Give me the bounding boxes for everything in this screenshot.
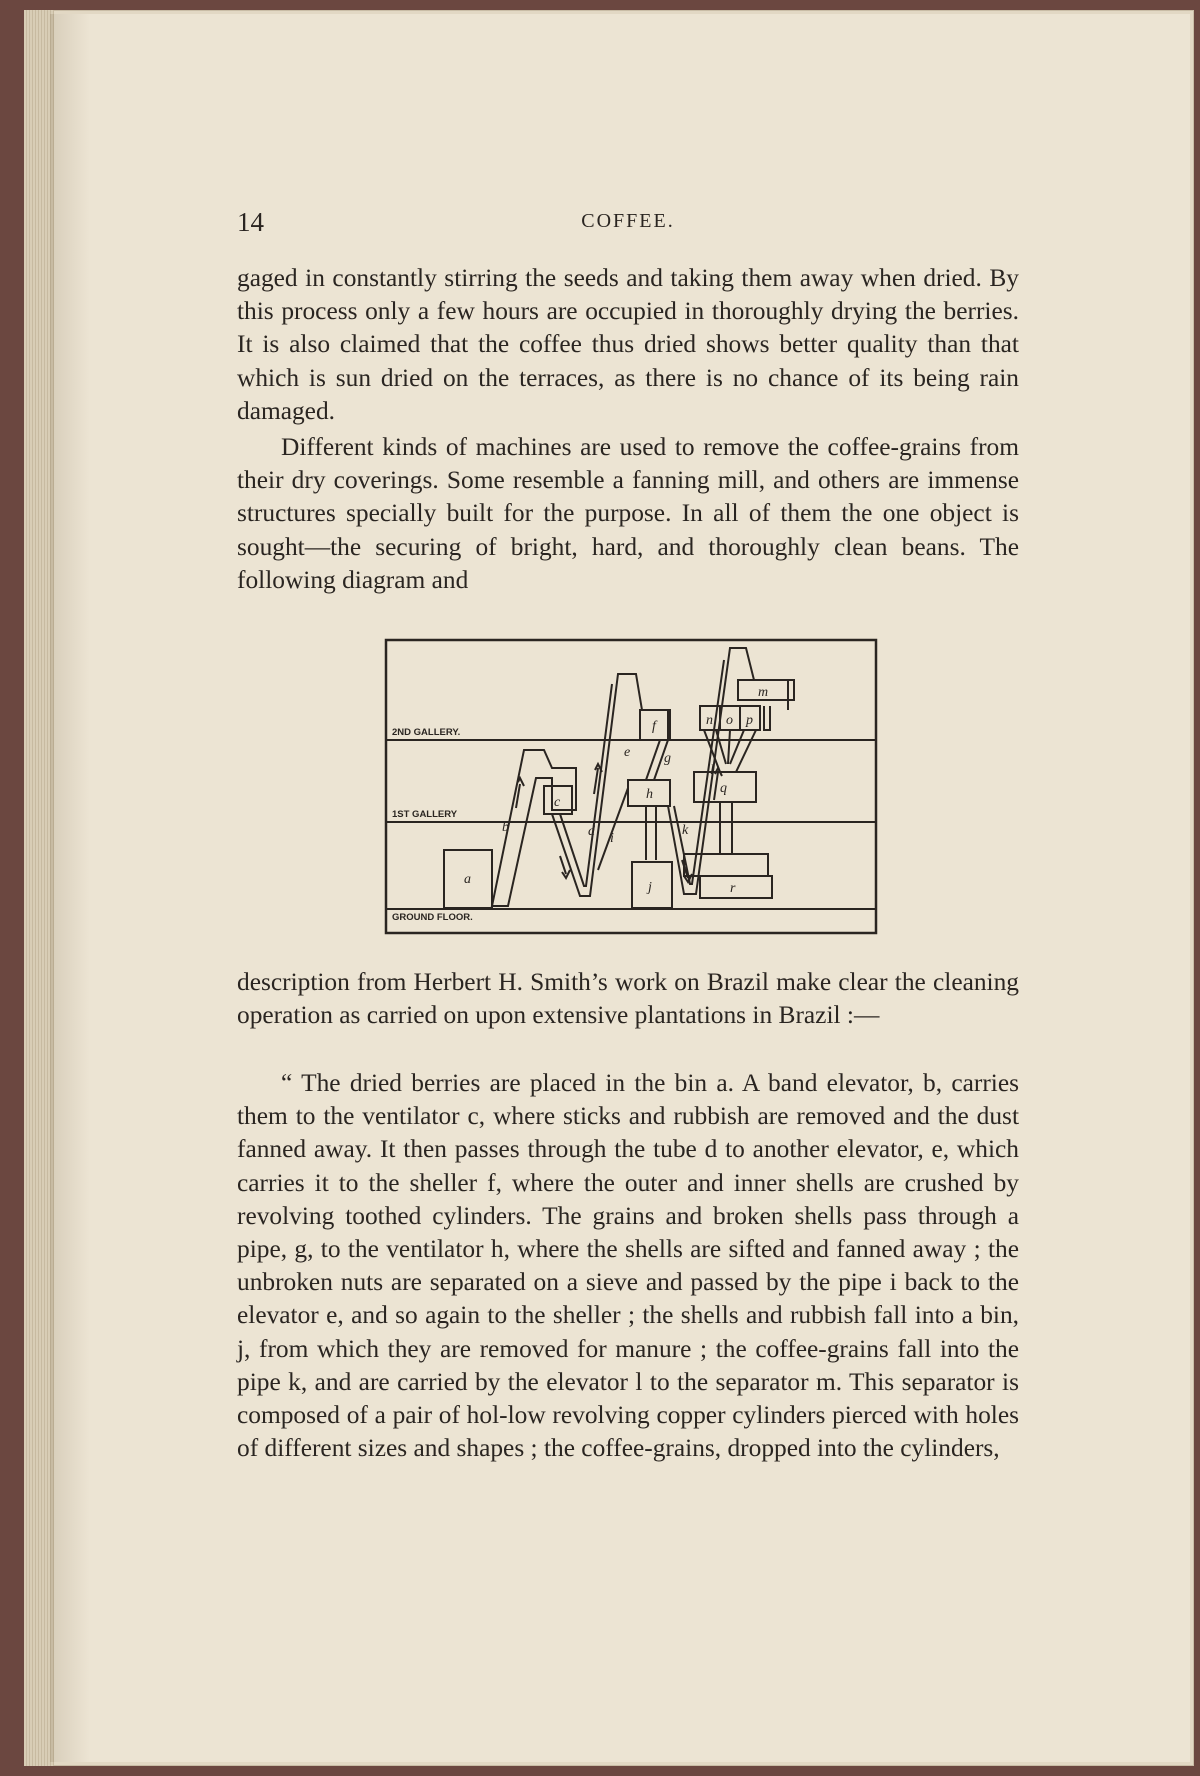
gutter-shadow bbox=[50, 14, 90, 1762]
paragraph-continuation: gaged in constantly stirring the seeds and taking them away when dried. By this process only a few hours are occupied in thoroughly drying the berries. It is also claimed that the coffee thus dried shows better quality than that which is sun dried on the terraces, as there is no chance of its being rain damaged. bbox=[237, 264, 1019, 425]
diagram-svg bbox=[384, 638, 878, 935]
label-p: p bbox=[746, 713, 753, 728]
label-q: q bbox=[720, 781, 727, 796]
paragraph-machines: Different kinds of machines are used to remove the coffee-grains from their dry coverings. Some resemble a fanning mill, and others are immense structures specially built for the purpose. In all of them the one object is sought—the securing of bright, hard, and thoroughly clean beans. The following diagram and bbox=[237, 433, 1019, 594]
stem-r bbox=[720, 802, 732, 854]
label-e: e bbox=[624, 745, 631, 760]
label-m: m bbox=[758, 685, 769, 700]
label-r: r bbox=[730, 881, 736, 896]
label-g: g bbox=[664, 751, 671, 766]
paragraph-quotation: “ The dried berries are placed in the bin a. A band elevator, b, carries them to the ventilator c, where sticks and rubbish are removed and the dust fanned away. It then passes through the tube d to another elevator, e, which carries it to the sheller f, where the outer and inner shells are crushed by revolving toothed cylinders. The grains and broken shells pass through a pipe, g, to the ventilator h, where the shells are sifted and fanned away ; the unbroken nuts are separated on a sieve and passed by the pipe i back to the elevator e, and so again to the sheller ; the shells and rubbish fall into a bin, j, from which they are removed for manure ; the coffee-grains fall into the pipe k, and are carried by the elevator l to the separator m. This separator is composed of a pair of hol-low revolving copper cylinders pierced with holes of different sizes and shapes ; the coffee-grains, dropped into the cylinders, bbox=[237, 1069, 1019, 1463]
box-r bbox=[700, 876, 772, 898]
label-c: c bbox=[554, 795, 561, 810]
coffee-cleaning-diagram bbox=[384, 638, 878, 935]
label-d: d bbox=[588, 824, 595, 839]
chute-j bbox=[646, 806, 656, 860]
running-title: COFFEE. bbox=[581, 210, 675, 232]
page-header bbox=[237, 207, 1019, 243]
label-n: n bbox=[706, 713, 713, 728]
label-b: b bbox=[502, 820, 509, 835]
paragraph-description: description from Herbert H. Smith’s work on Brazil make clear the cleaning operation as carried on upon extensive plantations in Brazil :— bbox=[237, 968, 1019, 1030]
label-l: l bbox=[710, 763, 714, 778]
first-gallery-label: 1ST GALLERY bbox=[392, 809, 458, 820]
label-a: a bbox=[464, 872, 471, 887]
label-i: i bbox=[610, 831, 614, 846]
bin-j bbox=[632, 862, 672, 908]
label-f: f bbox=[652, 719, 656, 734]
label-o: o bbox=[726, 713, 733, 728]
label-h: h bbox=[646, 787, 653, 802]
label-j: j bbox=[648, 880, 652, 895]
label-k: k bbox=[682, 823, 689, 838]
page-number: 14 bbox=[237, 207, 264, 237]
ground-floor-label: GROUND FLOOR. bbox=[392, 912, 473, 923]
second-gallery-label: 2ND GALLERY. bbox=[392, 727, 461, 738]
